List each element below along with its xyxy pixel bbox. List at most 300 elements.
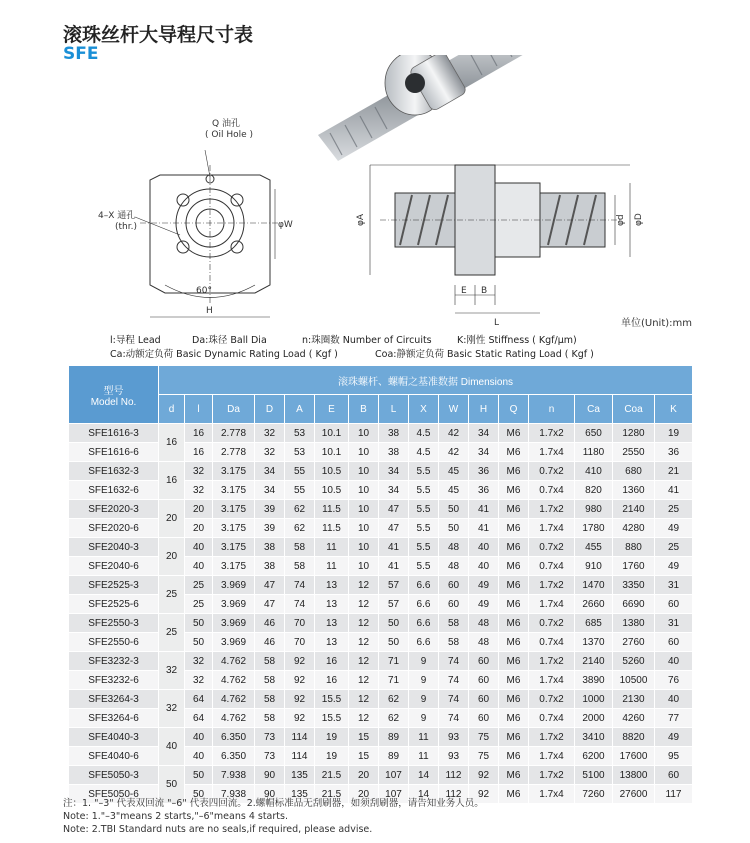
cell-l: 64 [185, 709, 213, 728]
cell-n: 1.7x2 [529, 728, 575, 747]
cell-model: SFE1632-6 [69, 481, 159, 500]
cell-w: 74 [439, 690, 469, 709]
cell-da: 2.778 [213, 443, 255, 462]
cell-l: 16 [185, 443, 213, 462]
cell-k: 41 [655, 481, 693, 500]
cell-q: M6 [499, 538, 529, 557]
cell-w: 42 [439, 424, 469, 443]
cell-d: 73 [255, 728, 285, 747]
cell-d: 16 [159, 424, 185, 462]
cell-n: 1.7x2 [529, 500, 575, 519]
cell-e: 15.5 [315, 709, 349, 728]
cell-h: 60 [469, 690, 499, 709]
cell-x: 4.5 [409, 443, 439, 462]
page-subtitle: SFE [63, 44, 99, 64]
cell-x: 14 [409, 785, 439, 804]
cell-coa: 2140 [613, 500, 655, 519]
table-row [69, 614, 693, 633]
cell-a: 74 [285, 576, 315, 595]
cell-d: 58 [255, 671, 285, 690]
cell-model: SFE2040-6 [69, 557, 159, 576]
cell-h: 40 [469, 538, 499, 557]
table-row [69, 652, 693, 671]
column-header-coa: Coa [613, 395, 655, 424]
cell-da: 4.762 [213, 652, 255, 671]
cell-e: 19 [315, 728, 349, 747]
cell-coa: 1360 [613, 481, 655, 500]
dim-w-label: φW [278, 220, 293, 230]
cell-l: 41 [379, 538, 409, 557]
model-header-en: Model No. [90, 396, 137, 408]
cell-model: SFE1616-3 [69, 424, 159, 443]
cell-x: 6.6 [409, 595, 439, 614]
cell-x: 9 [409, 652, 439, 671]
cell-d: 58 [255, 709, 285, 728]
cell-w: 93 [439, 728, 469, 747]
cell-d: 39 [255, 500, 285, 519]
cell-d: 25 [159, 614, 185, 652]
cell-model: SFE4040-3 [69, 728, 159, 747]
cell-d: 20 [159, 538, 185, 576]
cell-l: 62 [379, 709, 409, 728]
cell-w: 112 [439, 766, 469, 785]
column-header-d: D [255, 395, 285, 424]
cell-d: 32 [255, 443, 285, 462]
cell-x: 9 [409, 709, 439, 728]
cell-w: 74 [439, 652, 469, 671]
cell-e: 21.5 [315, 766, 349, 785]
unit-label: 单位(Unit):mm [620, 318, 692, 329]
cell-ca: 7260 [575, 785, 613, 804]
cell-n: 0.7x4 [529, 633, 575, 652]
dim-60-label: 60° [196, 286, 212, 296]
table-row [69, 538, 693, 557]
cell-model: SFE1632-3 [69, 462, 159, 481]
cell-a: 55 [285, 481, 315, 500]
cell-q: M6 [499, 747, 529, 766]
cell-model: SFE2020-6 [69, 519, 159, 538]
cell-da: 3.175 [213, 538, 255, 557]
cell-l: 40 [185, 728, 213, 747]
cell-ca: 2140 [575, 652, 613, 671]
cell-l: 89 [379, 747, 409, 766]
cell-l: 25 [185, 576, 213, 595]
cell-a: 92 [285, 652, 315, 671]
cell-b: 12 [349, 576, 379, 595]
oil-hole-label-en: ( Oil Hole ) [205, 130, 254, 140]
cell-coa: 8820 [613, 728, 655, 747]
cell-a: 135 [285, 766, 315, 785]
cell-ca: 1370 [575, 633, 613, 652]
cell-x: 5.5 [409, 538, 439, 557]
cell-a: 92 [285, 709, 315, 728]
cell-l: 50 [185, 633, 213, 652]
note-en-1: Note: 1."–3"means 2 starts,"–6"means 4 starts. [63, 811, 288, 822]
cell-da: 3.175 [213, 500, 255, 519]
cell-k: 117 [655, 785, 693, 804]
cell-e: 16 [315, 671, 349, 690]
cell-h: 41 [469, 500, 499, 519]
cell-h: 60 [469, 671, 499, 690]
cell-w: 42 [439, 443, 469, 462]
cell-d: 47 [255, 595, 285, 614]
cell-ca: 3410 [575, 728, 613, 747]
column-header-a: A [285, 395, 315, 424]
cell-e: 13 [315, 576, 349, 595]
cell-l: 50 [379, 633, 409, 652]
cell-l: 107 [379, 766, 409, 785]
cell-ca: 1780 [575, 519, 613, 538]
cell-ca: 2000 [575, 709, 613, 728]
cell-model: SFE5050-6 [69, 785, 159, 804]
dim-bigd-label: φD [634, 213, 644, 226]
cell-b: 12 [349, 614, 379, 633]
cell-a: 74 [285, 595, 315, 614]
cell-x: 14 [409, 766, 439, 785]
cell-l: 50 [185, 785, 213, 804]
side-view [370, 165, 630, 313]
cell-d: 34 [255, 462, 285, 481]
cell-d: 90 [255, 785, 285, 804]
cell-da: 3.969 [213, 595, 255, 614]
cell-da: 7.938 [213, 766, 255, 785]
cell-e: 11 [315, 538, 349, 557]
cell-h: 92 [469, 766, 499, 785]
cell-ca: 1000 [575, 690, 613, 709]
cell-coa: 2760 [613, 633, 655, 652]
cell-a: 114 [285, 747, 315, 766]
cell-b: 10 [349, 481, 379, 500]
cell-w: 50 [439, 519, 469, 538]
cell-d: 73 [255, 747, 285, 766]
cell-coa: 1380 [613, 614, 655, 633]
cell-n: 1.7x4 [529, 595, 575, 614]
table-row [69, 690, 693, 709]
cell-e: 11.5 [315, 500, 349, 519]
cell-d: 58 [255, 690, 285, 709]
cell-k: 36 [655, 443, 693, 462]
cell-l: 50 [185, 766, 213, 785]
cell-coa: 880 [613, 538, 655, 557]
cell-n: 1.7x4 [529, 519, 575, 538]
model-header [69, 366, 159, 424]
cell-model: SFE2550-6 [69, 633, 159, 652]
cell-ca: 5100 [575, 766, 613, 785]
cell-n: 1.7x4 [529, 443, 575, 462]
cell-e: 13 [315, 614, 349, 633]
cell-d: 47 [255, 576, 285, 595]
cell-x: 5.5 [409, 462, 439, 481]
cell-b: 12 [349, 690, 379, 709]
cell-l: 34 [379, 462, 409, 481]
cell-k: 49 [655, 519, 693, 538]
cell-model: SFE4040-6 [69, 747, 159, 766]
cell-w: 50 [439, 500, 469, 519]
cell-da: 3.175 [213, 557, 255, 576]
cell-a: 92 [285, 671, 315, 690]
cell-e: 19 [315, 747, 349, 766]
cell-coa: 2130 [613, 690, 655, 709]
cell-l: 32 [185, 671, 213, 690]
cell-q: M6 [499, 576, 529, 595]
cell-l: 50 [185, 614, 213, 633]
cell-a: 58 [285, 557, 315, 576]
cell-coa: 1280 [613, 424, 655, 443]
cell-l: 47 [379, 519, 409, 538]
cell-l: 16 [185, 424, 213, 443]
cell-b: 10 [349, 519, 379, 538]
cell-l: 40 [185, 557, 213, 576]
cell-a: 135 [285, 785, 315, 804]
cell-h: 75 [469, 747, 499, 766]
cell-h: 60 [469, 652, 499, 671]
cell-l: 64 [185, 690, 213, 709]
cell-e: 11.5 [315, 519, 349, 538]
cell-coa: 10500 [613, 671, 655, 690]
legend-dynamic-load: Ca:动额定负荷 Basic Dynamic Rating Load ( Kgf ) [110, 349, 338, 360]
cell-a: 92 [285, 690, 315, 709]
cell-q: M6 [499, 462, 529, 481]
cell-x: 5.5 [409, 481, 439, 500]
cell-k: 76 [655, 671, 693, 690]
cell-x: 6.6 [409, 633, 439, 652]
cell-b: 12 [349, 595, 379, 614]
cell-w: 74 [439, 709, 469, 728]
cell-da: 4.762 [213, 709, 255, 728]
cell-b: 12 [349, 709, 379, 728]
cell-coa: 1760 [613, 557, 655, 576]
cell-da: 3.175 [213, 519, 255, 538]
cell-l: 32 [185, 481, 213, 500]
column-header-da: Da [213, 395, 255, 424]
column-header-d: d [159, 395, 185, 424]
legend-static-load: Coa:静额定负荷 Basic Static Rating Load ( Kgf ) [375, 349, 594, 360]
ball-screw-drawing [0, 55, 750, 330]
cell-q: M6 [499, 652, 529, 671]
cell-q: M6 [499, 519, 529, 538]
table-row [69, 576, 693, 595]
cell-b: 10 [349, 500, 379, 519]
cell-l: 38 [379, 424, 409, 443]
model-header-cn: 型号 [103, 385, 124, 397]
cell-w: 48 [439, 538, 469, 557]
cell-d: 39 [255, 519, 285, 538]
cell-q: M6 [499, 690, 529, 709]
cell-x: 5.5 [409, 557, 439, 576]
cell-ca: 455 [575, 538, 613, 557]
cell-k: 49 [655, 557, 693, 576]
cell-b: 20 [349, 766, 379, 785]
cell-coa: 680 [613, 462, 655, 481]
cell-q: M6 [499, 766, 529, 785]
cell-d: 32 [159, 652, 185, 690]
spec-table [68, 365, 693, 804]
cell-l: 40 [185, 747, 213, 766]
cell-model: SFE1616-6 [69, 443, 159, 462]
cell-l: 71 [379, 671, 409, 690]
cell-e: 13 [315, 595, 349, 614]
cell-h: 40 [469, 557, 499, 576]
cell-h: 49 [469, 595, 499, 614]
cell-ca: 2660 [575, 595, 613, 614]
cell-b: 10 [349, 462, 379, 481]
cell-da: 4.762 [213, 671, 255, 690]
cell-e: 16 [315, 652, 349, 671]
cell-h: 34 [469, 424, 499, 443]
cell-x: 5.5 [409, 500, 439, 519]
cell-w: 45 [439, 481, 469, 500]
cell-n: 1.7x2 [529, 576, 575, 595]
cell-da: 7.938 [213, 785, 255, 804]
cell-n: 1.7x2 [529, 652, 575, 671]
cell-l: 89 [379, 728, 409, 747]
cell-h: 41 [469, 519, 499, 538]
cell-h: 60 [469, 709, 499, 728]
cell-w: 74 [439, 671, 469, 690]
note-cn: 注：1. "–3" 代表双回流 "–6" 代表四回流。2.螺帽标准品无刮刷器，如须刮刷器，请告知业务人员。 [63, 798, 484, 809]
table-row [69, 462, 693, 481]
cell-d: 46 [255, 614, 285, 633]
cell-k: 40 [655, 652, 693, 671]
cell-a: 53 [285, 443, 315, 462]
cell-q: M6 [499, 671, 529, 690]
cell-model: SFE3264-6 [69, 709, 159, 728]
cell-q: M6 [499, 709, 529, 728]
cell-coa: 3350 [613, 576, 655, 595]
cell-da: 3.969 [213, 614, 255, 633]
cell-b: 15 [349, 747, 379, 766]
cell-x: 6.6 [409, 614, 439, 633]
cell-l: 47 [379, 500, 409, 519]
cell-h: 92 [469, 785, 499, 804]
legend-ball-dia: Da:珠径 Ball Dia [192, 335, 267, 346]
table-row [69, 766, 693, 785]
cell-d: 46 [255, 633, 285, 652]
cell-l: 34 [379, 481, 409, 500]
cell-a: 62 [285, 500, 315, 519]
cell-d: 38 [255, 538, 285, 557]
cell-q: M6 [499, 443, 529, 462]
cell-n: 0.7x2 [529, 690, 575, 709]
cell-k: 60 [655, 633, 693, 652]
cell-coa: 5260 [613, 652, 655, 671]
oil-hole-label-cn: Q 油孔 [212, 119, 240, 129]
cell-model: SFE3232-3 [69, 652, 159, 671]
cell-ca: 650 [575, 424, 613, 443]
cell-w: 112 [439, 785, 469, 804]
cell-l: 38 [379, 443, 409, 462]
cell-model: SFE5050-3 [69, 766, 159, 785]
table-row [69, 424, 693, 443]
cell-a: 70 [285, 633, 315, 652]
cell-w: 48 [439, 557, 469, 576]
cell-l: 41 [379, 557, 409, 576]
cell-coa: 13800 [613, 766, 655, 785]
thru-hole-label-en: (thr.) [115, 222, 137, 232]
cell-x: 5.5 [409, 519, 439, 538]
cell-d: 40 [159, 728, 185, 766]
dim-d-label: φd [616, 214, 626, 226]
cell-d: 20 [159, 500, 185, 538]
cell-h: 36 [469, 462, 499, 481]
thru-hole-label-cn: 4–X 通孔 [98, 211, 136, 221]
cell-l: 62 [379, 690, 409, 709]
cell-da: 6.350 [213, 728, 255, 747]
cell-b: 20 [349, 785, 379, 804]
cell-n: 1.7x2 [529, 424, 575, 443]
dim-a-label: φA [356, 213, 366, 226]
dim-h-label: H [206, 306, 213, 316]
cell-w: 45 [439, 462, 469, 481]
column-header-k: K [655, 395, 693, 424]
cell-model: SFE2525-6 [69, 595, 159, 614]
legend-lead: l:导程 Lead [110, 335, 161, 346]
cell-q: M6 [499, 557, 529, 576]
page-title: 滚珠丝杆大导程尺寸表 [63, 24, 254, 46]
cell-n: 1.7x4 [529, 785, 575, 804]
cell-da: 3.175 [213, 481, 255, 500]
column-header-x: X [409, 395, 439, 424]
cell-h: 48 [469, 614, 499, 633]
cell-l: 107 [379, 785, 409, 804]
cell-n: 0.7x4 [529, 709, 575, 728]
cell-q: M6 [499, 633, 529, 652]
cell-q: M6 [499, 481, 529, 500]
cell-e: 10.5 [315, 462, 349, 481]
cell-k: 31 [655, 614, 693, 633]
cell-e: 10.1 [315, 424, 349, 443]
cell-ca: 1180 [575, 443, 613, 462]
cell-model: SFE2040-3 [69, 538, 159, 557]
cell-x: 11 [409, 747, 439, 766]
cell-n: 1.7x4 [529, 747, 575, 766]
cell-e: 21.5 [315, 785, 349, 804]
cell-l: 25 [185, 595, 213, 614]
cell-h: 36 [469, 481, 499, 500]
cell-coa: 6690 [613, 595, 655, 614]
cell-l: 57 [379, 595, 409, 614]
cell-q: M6 [499, 728, 529, 747]
legend-stiffness: K:刚性 Stiffness ( Kgf/μm) [457, 335, 577, 346]
cell-l: 32 [185, 462, 213, 481]
cell-coa: 17600 [613, 747, 655, 766]
cell-ca: 3890 [575, 671, 613, 690]
cell-a: 58 [285, 538, 315, 557]
cell-b: 12 [349, 652, 379, 671]
cell-k: 31 [655, 576, 693, 595]
dimensions-header: 滚珠螺杆、螺帽之基准数据 Dimensions [159, 366, 693, 395]
cell-e: 15.5 [315, 690, 349, 709]
cell-da: 6.350 [213, 747, 255, 766]
cell-l: 71 [379, 652, 409, 671]
column-header-l: L [379, 395, 409, 424]
cell-a: 114 [285, 728, 315, 747]
cell-a: 62 [285, 519, 315, 538]
cell-x: 6.6 [409, 576, 439, 595]
cell-k: 77 [655, 709, 693, 728]
cell-k: 21 [655, 462, 693, 481]
cell-a: 70 [285, 614, 315, 633]
cell-b: 10 [349, 557, 379, 576]
cell-d: 16 [159, 462, 185, 500]
cell-model: SFE2020-3 [69, 500, 159, 519]
cell-h: 75 [469, 728, 499, 747]
cell-h: 48 [469, 633, 499, 652]
cell-k: 19 [655, 424, 693, 443]
cell-a: 53 [285, 424, 315, 443]
cell-d: 38 [255, 557, 285, 576]
cell-l: 40 [185, 538, 213, 557]
